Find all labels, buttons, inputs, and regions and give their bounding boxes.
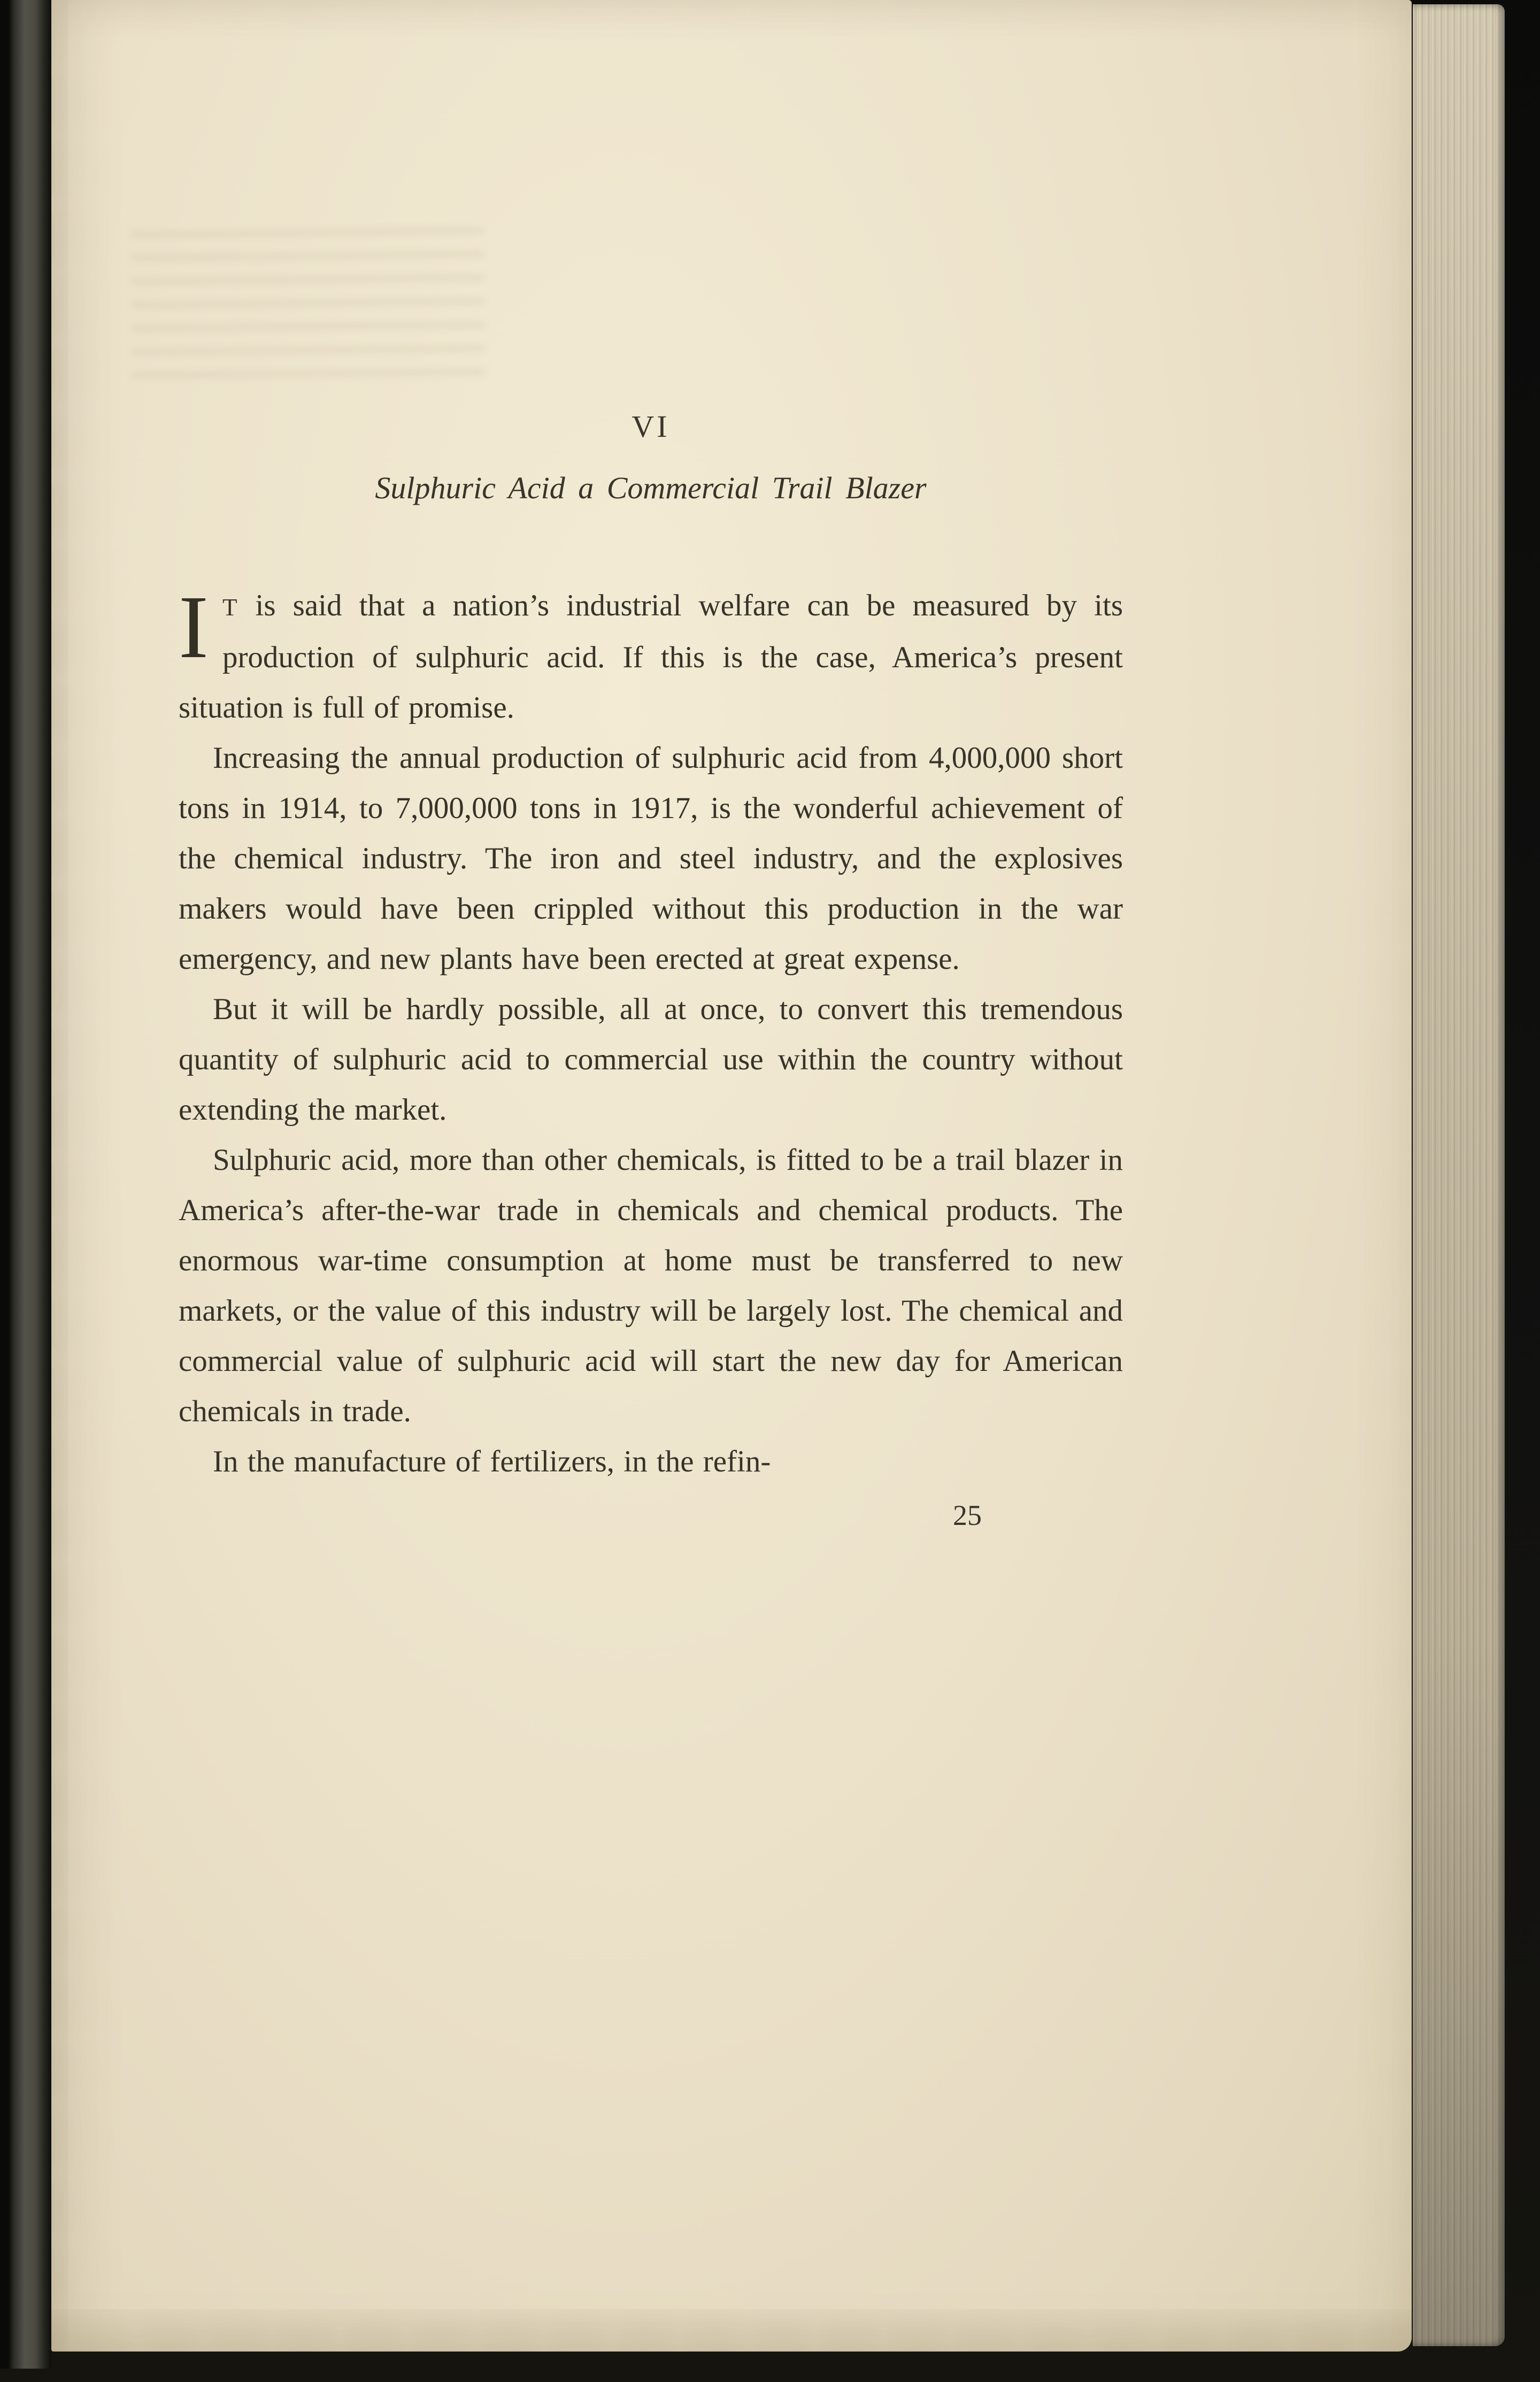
page-number-row (179, 1497, 1123, 1534)
chapter-number: VI (632, 409, 670, 444)
paragraph-1-text: is said that a nation’s industrial welfare can be measured by its production of sulphuric acid. If this is the case, America’s present situation is full of promise. (179, 589, 1123, 724)
smallcap-letter: T (222, 594, 238, 621)
page-content (51, 0, 1412, 1534)
dropcap-letter: I (179, 577, 209, 677)
page-number: 25 (953, 1499, 982, 1531)
chapter-title: Sulphuric Acid a Commercial Trail Blazer (375, 471, 927, 505)
paragraph-5: In the manufacture of fertilizers, in the refin- (213, 1445, 771, 1478)
page-edge-stack (1413, 4, 1505, 2346)
paragraph-1 (179, 577, 1123, 733)
book-page (51, 0, 1412, 2352)
paragraph-2: Increasing the annual production of sulphuric acid from 4,000,000 short tons in 1914, to 7,000,000 tons in 1917, is the wonderful achievement of the chemical industry. The iron and steel industry, and the explosives makers would have been crippled without this production in the war emergency, and new plants have been erected at great expense. (179, 741, 1123, 976)
book-binding (0, 0, 51, 2369)
paragraph-4: Sulphuric acid, more than other chemicals, is fitted to be a trail blazer in America’s after-the-war trade in chemicals and chemical products. The enormous war-time consumption at home must be transferred to new markets, or the value of this industry will be largely lost. The chemical and commercial value of sulphuric acid will start the new day for American chemicals in trade. (179, 1143, 1123, 1428)
paragraph-3: But it will be hardly possible, all at once, to convert this tremendous quantity of sulphuric acid to commercial use within the country without extending the market. (179, 992, 1123, 1127)
